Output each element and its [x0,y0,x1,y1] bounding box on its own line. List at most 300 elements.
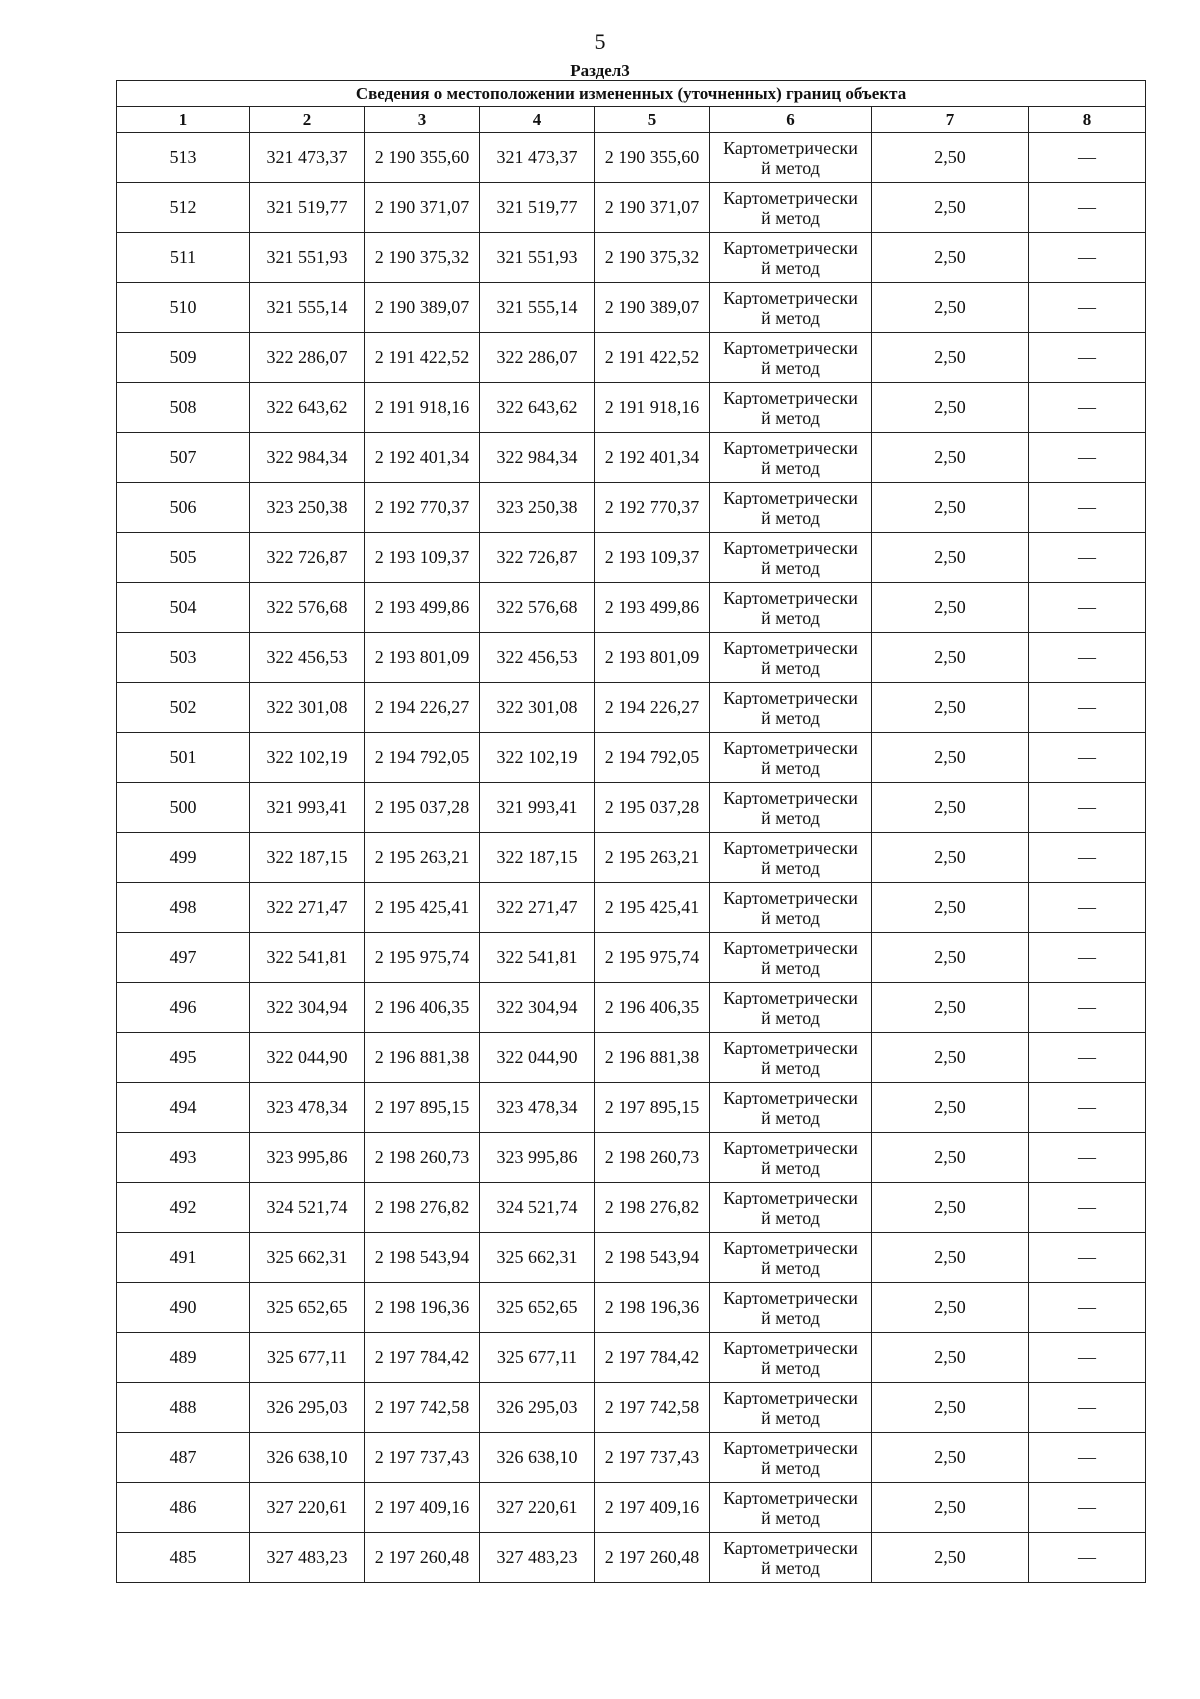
point-number-cell: 513 [117,133,250,183]
table-row [117,1283,1146,1333]
point-number-cell: 485 [117,1533,250,1583]
method-cell [710,483,872,533]
accuracy-cell: 2,50 [872,433,1029,483]
y-new-cell: 2 192 770,37 [595,483,710,533]
method-cell [710,1083,872,1133]
point-number-cell: 494 [117,1083,250,1133]
accuracy-cell: 2,50 [872,383,1029,433]
y-new-cell: 2 194 226,27 [595,683,710,733]
x-new-cell: 322 726,87 [480,533,595,583]
method-text-line2: й метод [761,1157,820,1178]
y-new-cell: 2 190 389,07 [595,283,710,333]
point-number-cell: 505 [117,533,250,583]
x-prev-cell: 322 576,68 [250,583,365,633]
method-cell [710,1283,872,1333]
method-text-line1: Картометрически [723,1037,858,1058]
point-number-cell: 509 [117,333,250,383]
description-cell: — [1029,533,1146,583]
x-new-cell: 325 677,11 [480,1333,595,1383]
y-new-cell: 2 193 499,86 [595,583,710,633]
point-number-cell: 508 [117,383,250,433]
y-prev-cell: 2 195 263,21 [365,833,480,883]
x-new-cell: 321 993,41 [480,783,595,833]
x-new-cell: 327 483,23 [480,1533,595,1583]
x-prev-cell: 321 551,93 [250,233,365,283]
table-row [117,1333,1146,1383]
column-header: 4 [480,107,595,133]
x-prev-cell: 322 304,94 [250,983,365,1033]
table-body [117,133,1146,1583]
table-row [117,1433,1146,1483]
description-cell: — [1029,883,1146,933]
method-text-line1: Картометрически [723,437,858,458]
table-row [117,533,1146,583]
x-new-cell: 322 286,07 [480,333,595,383]
x-prev-cell: 322 541,81 [250,933,365,983]
column-header: 8 [1029,107,1146,133]
method-cell [710,333,872,383]
x-prev-cell: 327 220,61 [250,1483,365,1533]
method-text-line1: Картометрически [723,1537,858,1558]
x-new-cell: 323 995,86 [480,1133,595,1183]
method-text-line2: й метод [761,557,820,578]
method-text-line1: Картометрически [723,1087,858,1108]
x-new-cell: 322 301,08 [480,683,595,733]
x-prev-cell: 325 652,65 [250,1283,365,1333]
section-title: Раздел3 [570,61,630,80]
method-cell [710,533,872,583]
point-number-cell: 504 [117,583,250,633]
y-prev-cell: 2 193 109,37 [365,533,480,583]
y-new-cell: 2 190 371,07 [595,183,710,233]
accuracy-cell: 2,50 [872,683,1029,733]
method-text-line1: Картометрически [723,287,858,308]
y-prev-cell: 2 193 801,09 [365,633,480,683]
method-cell [710,1133,872,1183]
accuracy-cell: 2,50 [872,783,1029,833]
table-row [117,733,1146,783]
point-number-cell: 507 [117,433,250,483]
x-prev-cell: 325 662,31 [250,1233,365,1283]
y-prev-cell: 2 195 037,28 [365,783,480,833]
point-number-cell: 490 [117,1283,250,1333]
y-prev-cell: 2 190 371,07 [365,183,480,233]
y-new-cell: 2 194 792,05 [595,733,710,783]
x-prev-cell: 321 555,14 [250,283,365,333]
method-text-line1: Картометрически [723,987,858,1008]
accuracy-cell: 2,50 [872,1133,1029,1183]
table-row [117,233,1146,283]
point-number-cell: 495 [117,1033,250,1083]
method-text-line1: Картометрически [723,487,858,508]
description-cell: — [1029,583,1146,633]
method-text-line1: Картометрически [723,387,858,408]
x-new-cell: 322 271,47 [480,883,595,933]
description-cell: — [1029,1433,1146,1483]
y-new-cell: 2 191 422,52 [595,333,710,383]
x-prev-cell: 327 483,23 [250,1533,365,1583]
y-prev-cell: 2 190 355,60 [365,133,480,183]
method-text-line1: Картометрически [723,1437,858,1458]
method-cell [710,1183,872,1233]
x-prev-cell: 322 456,53 [250,633,365,683]
description-cell: — [1029,483,1146,533]
accuracy-cell: 2,50 [872,983,1029,1033]
method-text-line2: й метод [761,907,820,928]
table-row [117,983,1146,1033]
table-row [117,1083,1146,1133]
y-prev-cell: 2 191 422,52 [365,333,480,383]
accuracy-cell: 2,50 [872,283,1029,333]
x-new-cell: 322 643,62 [480,383,595,433]
table-row [117,183,1146,233]
point-number-cell: 506 [117,483,250,533]
method-text-line2: й метод [761,1507,820,1528]
y-prev-cell: 2 194 792,05 [365,733,480,783]
method-text-line1: Картометрически [723,637,858,658]
method-cell [710,1383,872,1433]
accuracy-cell: 2,50 [872,1183,1029,1233]
x-new-cell: 321 473,37 [480,133,595,183]
point-number-cell: 491 [117,1233,250,1283]
x-prev-cell: 322 643,62 [250,383,365,433]
method-text-line1: Картометрически [723,337,858,358]
method-text-line2: й метод [761,507,820,528]
table-row [117,1183,1146,1233]
y-prev-cell: 2 197 260,48 [365,1533,480,1583]
accuracy-cell: 2,50 [872,1433,1029,1483]
table-row [117,283,1146,333]
method-text-line1: Картометрически [723,1287,858,1308]
accuracy-cell: 2,50 [872,483,1029,533]
x-prev-cell: 322 271,47 [250,883,365,933]
method-cell [710,583,872,633]
y-prev-cell: 2 190 375,32 [365,233,480,283]
method-cell [710,283,872,333]
y-prev-cell: 2 197 737,43 [365,1433,480,1483]
boundary-coordinates-table [116,80,1146,1583]
accuracy-cell: 2,50 [872,233,1029,283]
column-header-row [117,107,1146,133]
description-cell: — [1029,633,1146,683]
table-row [117,433,1146,483]
description-cell: — [1029,1033,1146,1083]
point-number-cell: 501 [117,733,250,783]
y-new-cell: 2 198 543,94 [595,1233,710,1283]
method-text-line2: й метод [761,957,820,978]
point-number-cell: 498 [117,883,250,933]
method-text-line2: й метод [761,1207,820,1228]
y-new-cell: 2 195 263,21 [595,833,710,883]
accuracy-cell: 2,50 [872,133,1029,183]
method-text-line1: Картометрически [723,187,858,208]
method-text-line2: й метод [761,1107,820,1128]
x-new-cell: 322 456,53 [480,633,595,683]
page-number: 5 [594,29,606,54]
y-prev-cell: 2 192 770,37 [365,483,480,533]
description-cell: — [1029,1133,1146,1183]
table-row [117,1383,1146,1433]
y-prev-cell: 2 198 543,94 [365,1233,480,1283]
accuracy-cell: 2,50 [872,333,1029,383]
method-text-line2: й метод [761,757,820,778]
x-prev-cell: 322 286,07 [250,333,365,383]
method-text-line1: Картометрически [723,787,858,808]
x-prev-cell: 322 187,15 [250,833,365,883]
method-text-line2: й метод [761,1457,820,1478]
method-text-line2: й метод [761,1307,820,1328]
accuracy-cell: 2,50 [872,833,1029,883]
x-prev-cell: 321 993,41 [250,783,365,833]
point-number-cell: 499 [117,833,250,883]
table-row [117,783,1146,833]
method-text-line1: Картометрически [723,837,858,858]
method-text-line1: Картометрически [723,687,858,708]
method-text-line2: й метод [761,1357,820,1378]
method-cell [710,1483,872,1533]
method-text-line2: й метод [761,157,820,178]
x-new-cell: 324 521,74 [480,1183,595,1233]
y-prev-cell: 2 191 918,16 [365,383,480,433]
x-new-cell: 327 220,61 [480,1483,595,1533]
column-header: 2 [250,107,365,133]
y-new-cell: 2 197 784,42 [595,1333,710,1383]
table-row [117,483,1146,533]
x-new-cell: 322 576,68 [480,583,595,633]
method-cell [710,233,872,283]
y-prev-cell: 2 197 895,15 [365,1083,480,1133]
method-text-line1: Картометрически [723,1187,858,1208]
x-new-cell: 322 984,34 [480,433,595,483]
x-prev-cell: 322 726,87 [250,533,365,583]
y-prev-cell: 2 192 401,34 [365,433,480,483]
y-prev-cell: 2 196 881,38 [365,1033,480,1083]
y-prev-cell: 2 194 226,27 [365,683,480,733]
accuracy-cell: 2,50 [872,583,1029,633]
point-number-cell: 502 [117,683,250,733]
description-cell: — [1029,183,1146,233]
y-prev-cell: 2 195 425,41 [365,883,480,933]
method-cell [710,883,872,933]
table-row [117,383,1146,433]
method-cell [710,1333,872,1383]
accuracy-cell: 2,50 [872,1083,1029,1133]
table-row [117,1483,1146,1533]
x-prev-cell: 322 301,08 [250,683,365,733]
y-new-cell: 2 198 276,82 [595,1183,710,1233]
x-prev-cell: 322 044,90 [250,1033,365,1083]
method-text-line1: Картометрически [723,587,858,608]
y-new-cell: 2 196 406,35 [595,983,710,1033]
method-cell [710,433,872,483]
point-number-cell: 489 [117,1333,250,1383]
description-cell: — [1029,933,1146,983]
y-prev-cell: 2 197 784,42 [365,1333,480,1383]
description-cell: — [1029,1483,1146,1533]
method-text-line1: Картометрически [723,737,858,758]
accuracy-cell: 2,50 [872,1283,1029,1333]
column-header: 1 [117,107,250,133]
accuracy-cell: 2,50 [872,633,1029,683]
y-new-cell: 2 193 109,37 [595,533,710,583]
point-number-cell: 503 [117,633,250,683]
y-new-cell: 2 195 425,41 [595,883,710,933]
x-prev-cell: 323 478,34 [250,1083,365,1133]
method-cell [710,1033,872,1083]
method-text-line2: й метод [761,1257,820,1278]
accuracy-cell: 2,50 [872,1033,1029,1083]
method-cell [710,733,872,783]
method-cell [710,1433,872,1483]
accuracy-cell: 2,50 [872,1383,1029,1433]
y-prev-cell: 2 198 260,73 [365,1133,480,1183]
table-row [117,1033,1146,1083]
method-text-line1: Картометрически [723,1237,858,1258]
method-text-line2: й метод [761,807,820,828]
y-new-cell: 2 197 409,16 [595,1483,710,1533]
table-row [117,333,1146,383]
x-new-cell: 326 638,10 [480,1433,595,1483]
description-cell: — [1029,433,1146,483]
x-new-cell: 322 044,90 [480,1033,595,1083]
description-cell: — [1029,1183,1146,1233]
method-text-line1: Картометрически [723,1387,858,1408]
description-cell: — [1029,983,1146,1033]
table-row [117,583,1146,633]
x-prev-cell: 322 102,19 [250,733,365,783]
point-number-cell: 488 [117,1383,250,1433]
point-number-cell: 487 [117,1433,250,1483]
x-new-cell: 321 555,14 [480,283,595,333]
method-text-line2: й метод [761,857,820,878]
x-new-cell: 322 187,15 [480,833,595,883]
method-cell [710,183,872,233]
y-new-cell: 2 198 260,73 [595,1133,710,1183]
y-new-cell: 2 196 881,38 [595,1033,710,1083]
y-prev-cell: 2 193 499,86 [365,583,480,633]
accuracy-cell: 2,50 [872,1233,1029,1283]
accuracy-cell: 2,50 [872,883,1029,933]
method-cell [710,383,872,433]
x-new-cell: 322 541,81 [480,933,595,983]
table-row [117,883,1146,933]
method-text-line2: й метод [761,207,820,228]
accuracy-cell: 2,50 [872,933,1029,983]
method-text-line1: Картометрически [723,537,858,558]
y-new-cell: 2 195 037,28 [595,783,710,833]
point-number-cell: 492 [117,1183,250,1233]
y-new-cell: 2 190 375,32 [595,233,710,283]
method-text-line2: й метод [761,607,820,628]
x-prev-cell: 326 638,10 [250,1433,365,1483]
table-row [117,1133,1146,1183]
column-header: 7 [872,107,1029,133]
description-cell: — [1029,1383,1146,1433]
description-cell: — [1029,383,1146,433]
y-prev-cell: 2 195 975,74 [365,933,480,983]
method-cell [710,783,872,833]
method-cell [710,933,872,983]
x-new-cell: 321 551,93 [480,233,595,283]
method-cell [710,833,872,883]
y-prev-cell: 2 197 409,16 [365,1483,480,1533]
y-new-cell: 2 197 742,58 [595,1383,710,1433]
description-cell: — [1029,683,1146,733]
x-new-cell: 323 250,38 [480,483,595,533]
accuracy-cell: 2,50 [872,183,1029,233]
x-prev-cell: 324 521,74 [250,1183,365,1233]
description-cell: — [1029,1283,1146,1333]
x-new-cell: 325 662,31 [480,1233,595,1283]
y-prev-cell: 2 190 389,07 [365,283,480,333]
accuracy-cell: 2,50 [872,533,1029,583]
method-text-line1: Картометрически [723,237,858,258]
method-text-line2: й метод [761,1557,820,1578]
y-new-cell: 2 190 355,60 [595,133,710,183]
description-cell: — [1029,133,1146,183]
method-text-line1: Картометрически [723,887,858,908]
method-text-line1: Картометрически [723,1487,858,1508]
point-number-cell: 511 [117,233,250,283]
y-new-cell: 2 198 196,36 [595,1283,710,1333]
y-prev-cell: 2 197 742,58 [365,1383,480,1433]
method-text-line2: й метод [761,307,820,328]
x-prev-cell: 326 295,03 [250,1383,365,1433]
x-prev-cell: 325 677,11 [250,1333,365,1383]
point-number-cell: 510 [117,283,250,333]
accuracy-cell: 2,50 [872,1533,1029,1583]
description-cell: — [1029,733,1146,783]
table-row [117,633,1146,683]
y-new-cell: 2 197 260,48 [595,1533,710,1583]
point-number-cell: 497 [117,933,250,983]
method-text-line2: й метод [761,257,820,278]
table-row [117,133,1146,183]
column-header: 6 [710,107,872,133]
column-header: 5 [595,107,710,133]
method-text-line2: й метод [761,357,820,378]
y-prev-cell: 2 198 196,36 [365,1283,480,1333]
method-cell [710,683,872,733]
description-cell: — [1029,833,1146,883]
method-text-line2: й метод [761,1407,820,1428]
method-text-line2: й метод [761,457,820,478]
table-row [117,933,1146,983]
method-text-line2: й метод [761,707,820,728]
x-new-cell: 321 519,77 [480,183,595,233]
description-cell: — [1029,1233,1146,1283]
table-row [117,683,1146,733]
description-cell: — [1029,1083,1146,1133]
table-row [117,1233,1146,1283]
description-cell: — [1029,783,1146,833]
x-prev-cell: 321 473,37 [250,133,365,183]
table-row [117,833,1146,883]
accuracy-cell: 2,50 [872,1333,1029,1383]
method-text-line2: й метод [761,407,820,428]
description-cell: — [1029,1533,1146,1583]
y-new-cell: 2 197 895,15 [595,1083,710,1133]
x-new-cell: 322 304,94 [480,983,595,1033]
y-new-cell: 2 192 401,34 [595,433,710,483]
method-text-line1: Картометрически [723,137,858,158]
y-prev-cell: 2 196 406,35 [365,983,480,1033]
column-header: 3 [365,107,480,133]
table-row [117,1533,1146,1583]
method-text-line1: Картометрически [723,1337,858,1358]
y-new-cell: 2 191 918,16 [595,383,710,433]
y-new-cell: 2 197 737,43 [595,1433,710,1483]
